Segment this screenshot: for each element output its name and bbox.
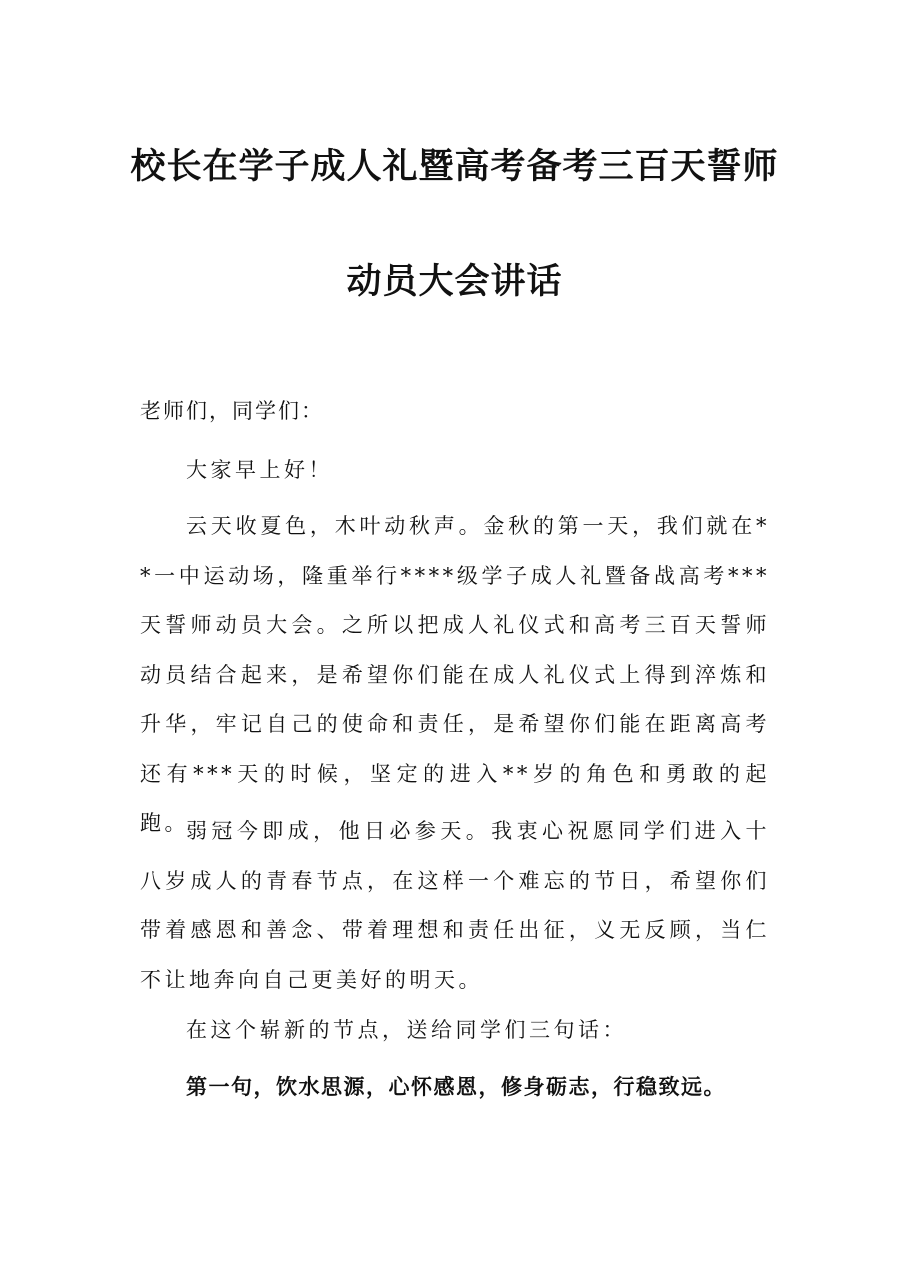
paragraph-opening: 云天收夏色，木叶动秋声。金秋的第一天，我们就在**一中运动场，隆重举行****级学子成人礼暨备战高考***天誓师动员大会。之所以把成人礼仪式和高考三百天誓师动员结合起来，是希望你们能在成人礼仪式上得到淬炼和升华，牢记自己的使命和责任，是希望你们能在距离高考还有***天的时候，坚定的进入**岁的角色和勇敢的起跑。 (140, 514, 770, 835)
salutation: 老师们，同学们： (140, 399, 324, 423)
paragraph-blessing: 弱冠今即成，他日必参天。我衷心祝愿同学们进入十八岁成人的青春节点，在这样一个难忘的节日，希望你们带着感恩和善念、带着理想和责任出征，义无反顾，当仁不让地奔向自己更美好的明天。 (140, 819, 770, 992)
document-title-line-2: 动员大会讲话 (346, 261, 563, 302)
document-title-line-1: 校长在学子成人礼暨高考备考三百天誓师 (130, 146, 779, 187)
bold-heading-first-sentence: 第一句，饮水思源，心怀感恩，修身砺志，行稳致远。 (186, 1074, 726, 1099)
paragraph-intro-three-sentences: 在这个崭新的节点，送给同学们三句话： (186, 1018, 627, 1042)
paragraph-greeting: 大家早上好！ (186, 458, 333, 482)
